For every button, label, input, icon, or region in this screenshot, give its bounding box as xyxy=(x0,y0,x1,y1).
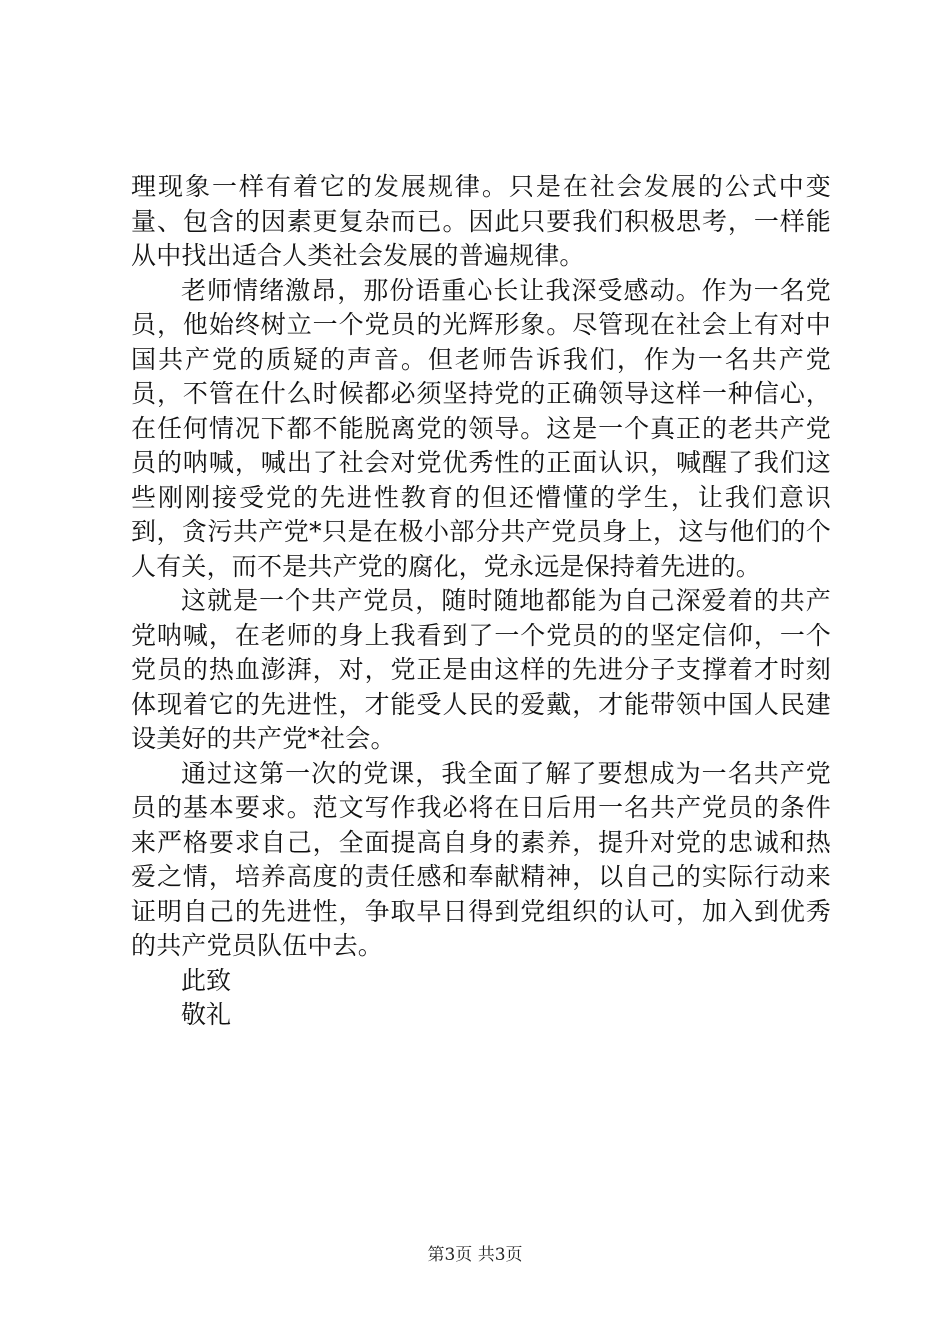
closing-salutation-1: 此致 xyxy=(181,965,232,995)
document-body xyxy=(131,170,831,1033)
paragraph-4: 通过这第一次的党课，我全面了解了要想成为一名共产党员的基本要求。范文写作我必将在日后用一名共产党员的条件来严格要求自己，全面提高自身的素养，提升对党的忠诚和热爱之情，培养高度的责任感和奉献精神，以自己的实际行动来证明自己的先进性，争取早日得到党组织的认可，加入到优秀的共产党员队伍中去。 xyxy=(131,758,831,960)
page-number-footer: 第3页 共3页 xyxy=(427,1245,523,1265)
paragraph-1: 理现象一样有着它的发展规律。只是在社会发展的公式中变量、包含的因素更复杂而已。因此只要我们积极思考，一样能从中找出适合人类社会发展的普遍规律。 xyxy=(131,172,831,270)
paragraph-2: 老师情绪激昂，那份语重心长让我深受感动。作为一名党员，他始终树立一个党员的光辉形象。尽管现在社会上有对中国共产党的质疑的声音。但老师告诉我们，作为一名共产党员，不管在什么时候都必须坚持党的正确领导这样一种信心，在任何情况下都不能脱离党的领导。这是一个真正的老共产党员的呐喊，喊出了社会对党优秀性的正面认识，喊醒了我们这些刚刚接受党的先进性教育的但还懵懂的学生，让我们意识到，贪污共产党*只是在极小部分共产党员身上，这与他们的个人有关，而不是共产党的腐化，党永远是保持着先进的。 xyxy=(131,275,831,581)
closing-salutation-2: 敬礼 xyxy=(181,1000,232,1029)
paragraph-3: 这就是一个共产党员，随时随地都能为自己深爱着的共产党呐喊，在老师的身上我看到了一个党员的的坚定信仰，一个党员的热血澎湃，对，党正是由这样的先进分子支撑着才时刻体现着它的先进性，才能受人民的爱戴，才能带领中国人民建设美好的共产党*社会。 xyxy=(131,586,831,753)
